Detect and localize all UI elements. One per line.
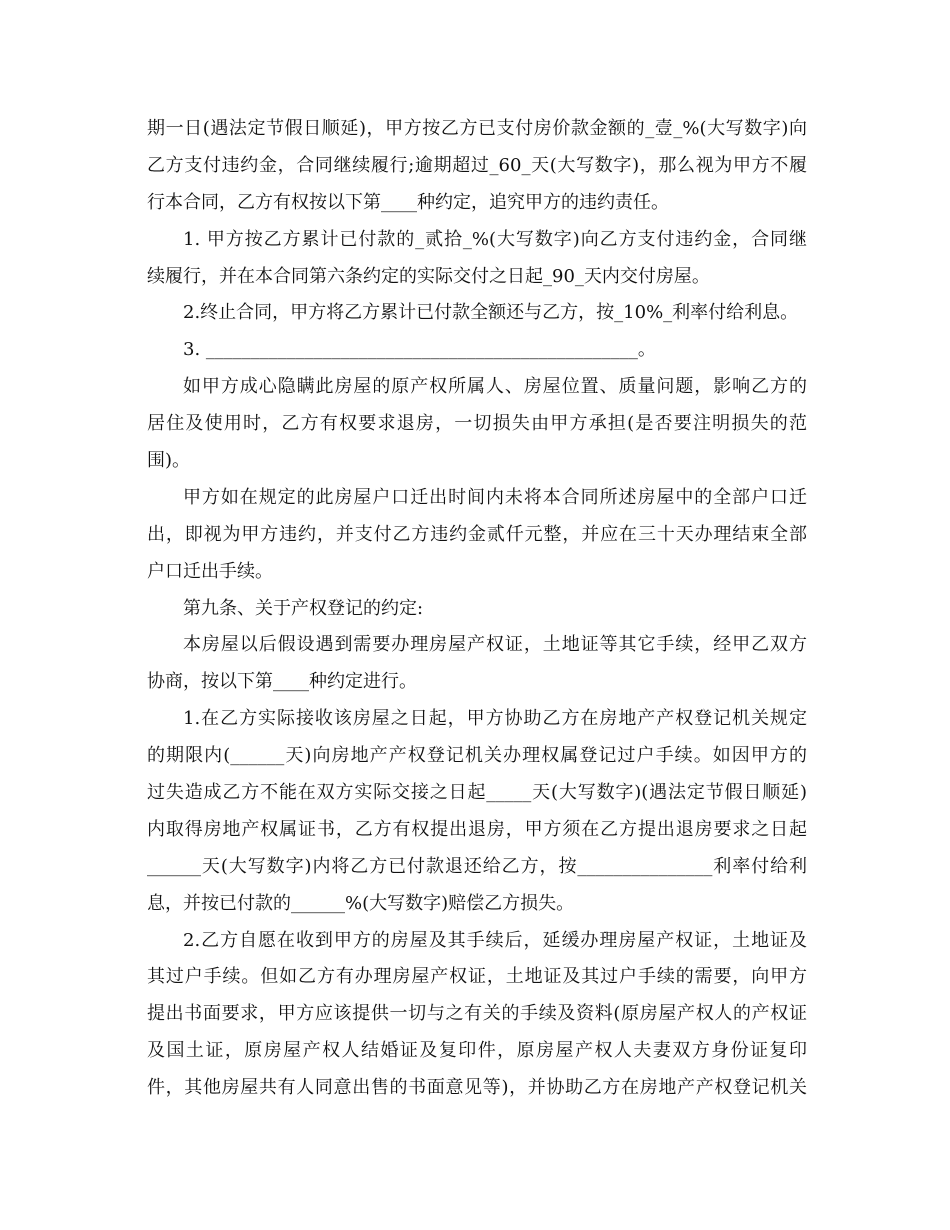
text-line: 1. 甲方按乙方累计已付款的_贰拾_%(大写数字)向乙方支付违约金，合同继 [183, 228, 807, 250]
text-line: 期一日(遇法定节假日顺延)，甲方按乙方已支付房价款金额的_壹_%(大写数字)向 [147, 118, 807, 139]
text-line: 围)。 [147, 450, 191, 472]
text-line: 乙方支付违约金，合同继续履行;逾期超过_60_天(大写数字)，那么视为甲方不履 [147, 154, 807, 176]
text-line: 行本合同，乙方有权按以下第____种约定，追究甲方的违约责任。 [147, 191, 669, 213]
text-line: 的期限内(______天)向房地产产权登记机关办理权属登记过户手续。如因甲方的 [147, 745, 807, 767]
text-line: 协商，按以下第____种约定进行。 [147, 671, 417, 693]
text-line: 提出书面要求，甲方应该提供一切与之有关的手续及资料(原房屋产权人的产权证 [147, 1003, 807, 1025]
text-line: 出，即视为甲方违约，并支付乙方违约金贰仟元整，并应在三十天办理结束全部 [147, 523, 807, 545]
section-heading: 第九条、关于产权登记的约定: [183, 597, 424, 619]
text-line: 息，并按已付款的______%(大写数字)赔偿乙方损失。 [147, 892, 575, 914]
text-line: 户口迁出手续。 [147, 560, 273, 582]
text-line: ______天(大写数字)内将乙方已付款退还给乙方，按_______________利率付给利 [147, 855, 807, 877]
text-line: 过失造成乙方不能在双方实际交接之日起_____天(大写数字)(遇法定节假日顺延) [147, 782, 807, 804]
text-line: 其过户手续。但如乙方有办理房屋产权证，土地证及其过户手续的需要，向甲方 [147, 966, 807, 988]
text-line: 件，其他房屋共有人同意出售的书面意见等)，并协助乙方在房地产产权登记机关 [147, 1077, 807, 1099]
text-line: 内取得房地产权属证书，乙方有权提出退房，甲方须在乙方提出退房要求之日起 [147, 818, 807, 840]
document-body [147, 111, 807, 1107]
text-line: 续履行，并在本合同第六条约定的实际交付之日起_90_天内交付房屋。 [147, 265, 710, 287]
text-line: 3. ________________________________________________。 [183, 339, 656, 361]
text-line: 2.终止合同，甲方将乙方累计已付款全额还与乙方，按_10%_利率付给利息。 [183, 302, 799, 324]
text-line: 及国土证，原房屋产权人结婚证及复印件，原房屋产权人夫妻双方身份证复印 [147, 1040, 807, 1062]
text-line: 如甲方成心隐瞒此房屋的原产权所属人、房屋位置、质量问题，影响乙方的 [183, 376, 807, 398]
text-line: 2.乙方自愿在收到甲方的房屋及其手续后，延缓办理房屋产权证，土地证及 [183, 929, 807, 951]
text-line: 甲方如在规定的此房屋户口迁出时间内未将本合同所述房屋中的全部户口迁 [183, 486, 807, 508]
text-line: 居住及使用时，乙方有权要求退房，一切损失由甲方承担(是否要注明损失的范 [147, 413, 807, 435]
text-line: 1.在乙方实际接收该房屋之日起，甲方协助乙方在房地产产权登记机关规定 [183, 708, 807, 730]
text-line: 本房屋以后假设遇到需要办理房屋产权证，土地证等其它手续，经甲乙双方 [183, 634, 807, 656]
